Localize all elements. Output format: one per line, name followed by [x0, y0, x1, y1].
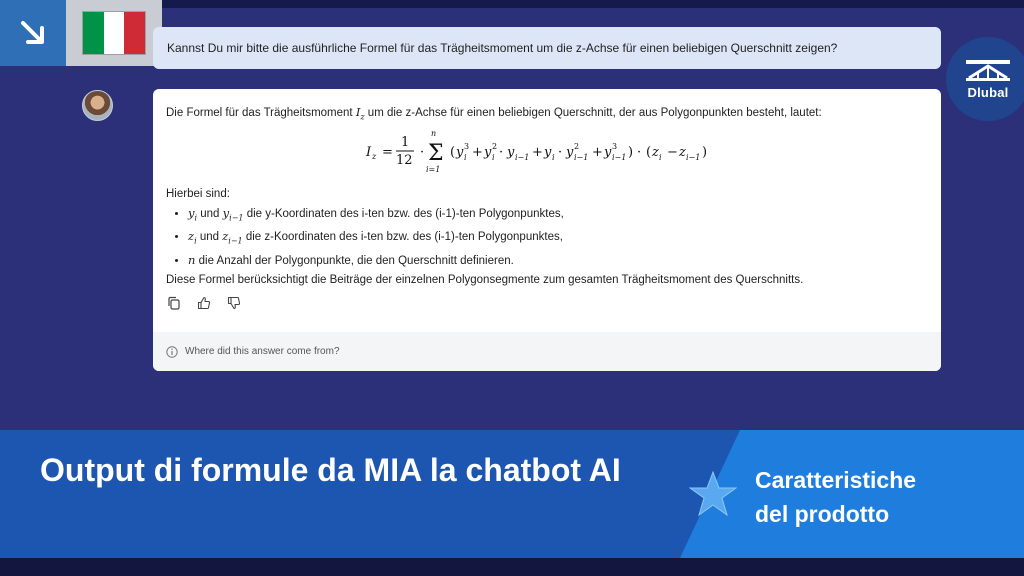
svg-text:y: y [456, 145, 464, 160]
svg-text:z: z [652, 145, 659, 160]
svg-text:·: · [499, 145, 504, 160]
svg-text:3: 3 [464, 142, 470, 151]
svg-text:y: y [566, 145, 574, 160]
italy-flag-icon [82, 11, 146, 55]
user-message [153, 27, 941, 69]
svg-text:y: y [484, 145, 492, 160]
svg-text:i: i [659, 153, 662, 162]
svg-text:z: z [372, 152, 377, 161]
svg-text:i: i [492, 153, 495, 162]
svg-text:n: n [431, 129, 437, 138]
user-message-text: Kannst Du mir bitte die ausführliche Formel für das Trägheitsmoment um die z-Achse für einen beliebigen Querschnitt zeigen? [167, 41, 838, 55]
info-icon [166, 346, 178, 358]
banner-subtitle: Caratteristiche del prodotto [755, 467, 917, 527]
dlubal-logo [946, 37, 1024, 121]
svg-text:1: 1 [401, 135, 410, 150]
answer-source-link[interactable] [153, 332, 941, 371]
svg-text:2: 2 [492, 142, 498, 151]
svg-text:·: · [637, 145, 642, 160]
svg-text:(: ( [450, 145, 456, 160]
svg-text:i−1: i−1 [574, 153, 589, 162]
hierbei-label: Hierbei sind: [166, 188, 230, 200]
svg-text:12: 12 [396, 153, 413, 168]
svg-text:(: ( [646, 145, 652, 160]
svg-text:z: z [679, 145, 686, 160]
math-symbol: $I_z$ [355, 105, 365, 122]
svg-text:): ) [628, 145, 634, 160]
thumbs-up-icon[interactable] [197, 296, 211, 310]
logo-text: Dlubal [967, 85, 1009, 100]
list-item: • n die Anzahl der Polygonpunkte, die den Querschnitt definieren. [188, 253, 928, 268]
svg-text:3: 3 [612, 142, 618, 151]
answer-actions [167, 296, 241, 310]
corner-arrow-button[interactable] [0, 0, 66, 66]
svg-text:y: y [507, 145, 515, 160]
svg-text:·: · [558, 145, 563, 160]
svg-text:): ) [702, 145, 708, 160]
bridge-logo-icon [965, 58, 1011, 82]
thumbs-down-icon[interactable] [227, 296, 241, 310]
banner-title: Output di formule da MIA la chatbot AI [40, 452, 621, 488]
svg-text:i: i [464, 153, 467, 162]
star-icon [689, 470, 737, 518]
answer-summary: Diese Formel berücksichtigt die Beiträge der einzelnen Polygonsegmente zum gesamten Trägheitsmoment des Querschnitts. [166, 274, 804, 286]
svg-text:y: y [604, 145, 612, 160]
list-item: • $y_i$ und $y_{i-1}$ die y-Koordinaten des i-ten bzw. des (i-1)-ten Polygonpunktes, [188, 206, 928, 225]
inertia-formula [358, 127, 738, 175]
svg-text:i−1: i−1 [612, 153, 627, 162]
source-text: Where did this answer come from? [185, 346, 340, 357]
svg-text:2: 2 [574, 142, 580, 151]
svg-text:=: = [382, 145, 393, 160]
svg-text:·: · [420, 145, 425, 160]
svg-text:+: + [592, 145, 603, 160]
svg-text:i: i [552, 153, 555, 162]
variable-list [166, 206, 928, 272]
bot-answer [153, 89, 941, 371]
svg-text:i=1: i=1 [426, 165, 441, 174]
list-item: • $z_i$ und $z_{i-1}$ die z-Koordinaten des i-ten bzw. des (i-1)-ten Polygonpunktes, [188, 229, 928, 248]
avatar [82, 90, 113, 121]
svg-text:+: + [532, 145, 543, 160]
svg-text:y: y [544, 145, 552, 160]
svg-text:i−1: i−1 [515, 153, 530, 162]
arrow-down-right-icon [18, 18, 48, 48]
svg-text:I: I [366, 145, 372, 160]
answer-intro: Die Formel für das Trägheitsmoment $I_z$ um die z-Achse für einen beliebigen Querschnitt, der aus Polygonpunkten besteht, lautet: [166, 105, 822, 122]
language-flag[interactable] [66, 0, 162, 66]
copy-icon[interactable] [167, 296, 181, 310]
svg-text:Σ: Σ [428, 141, 444, 166]
svg-text:i−1: i−1 [686, 153, 701, 162]
bottom-bar [0, 558, 1024, 576]
svg-text:+: + [472, 145, 483, 160]
svg-text:−: − [667, 145, 678, 160]
